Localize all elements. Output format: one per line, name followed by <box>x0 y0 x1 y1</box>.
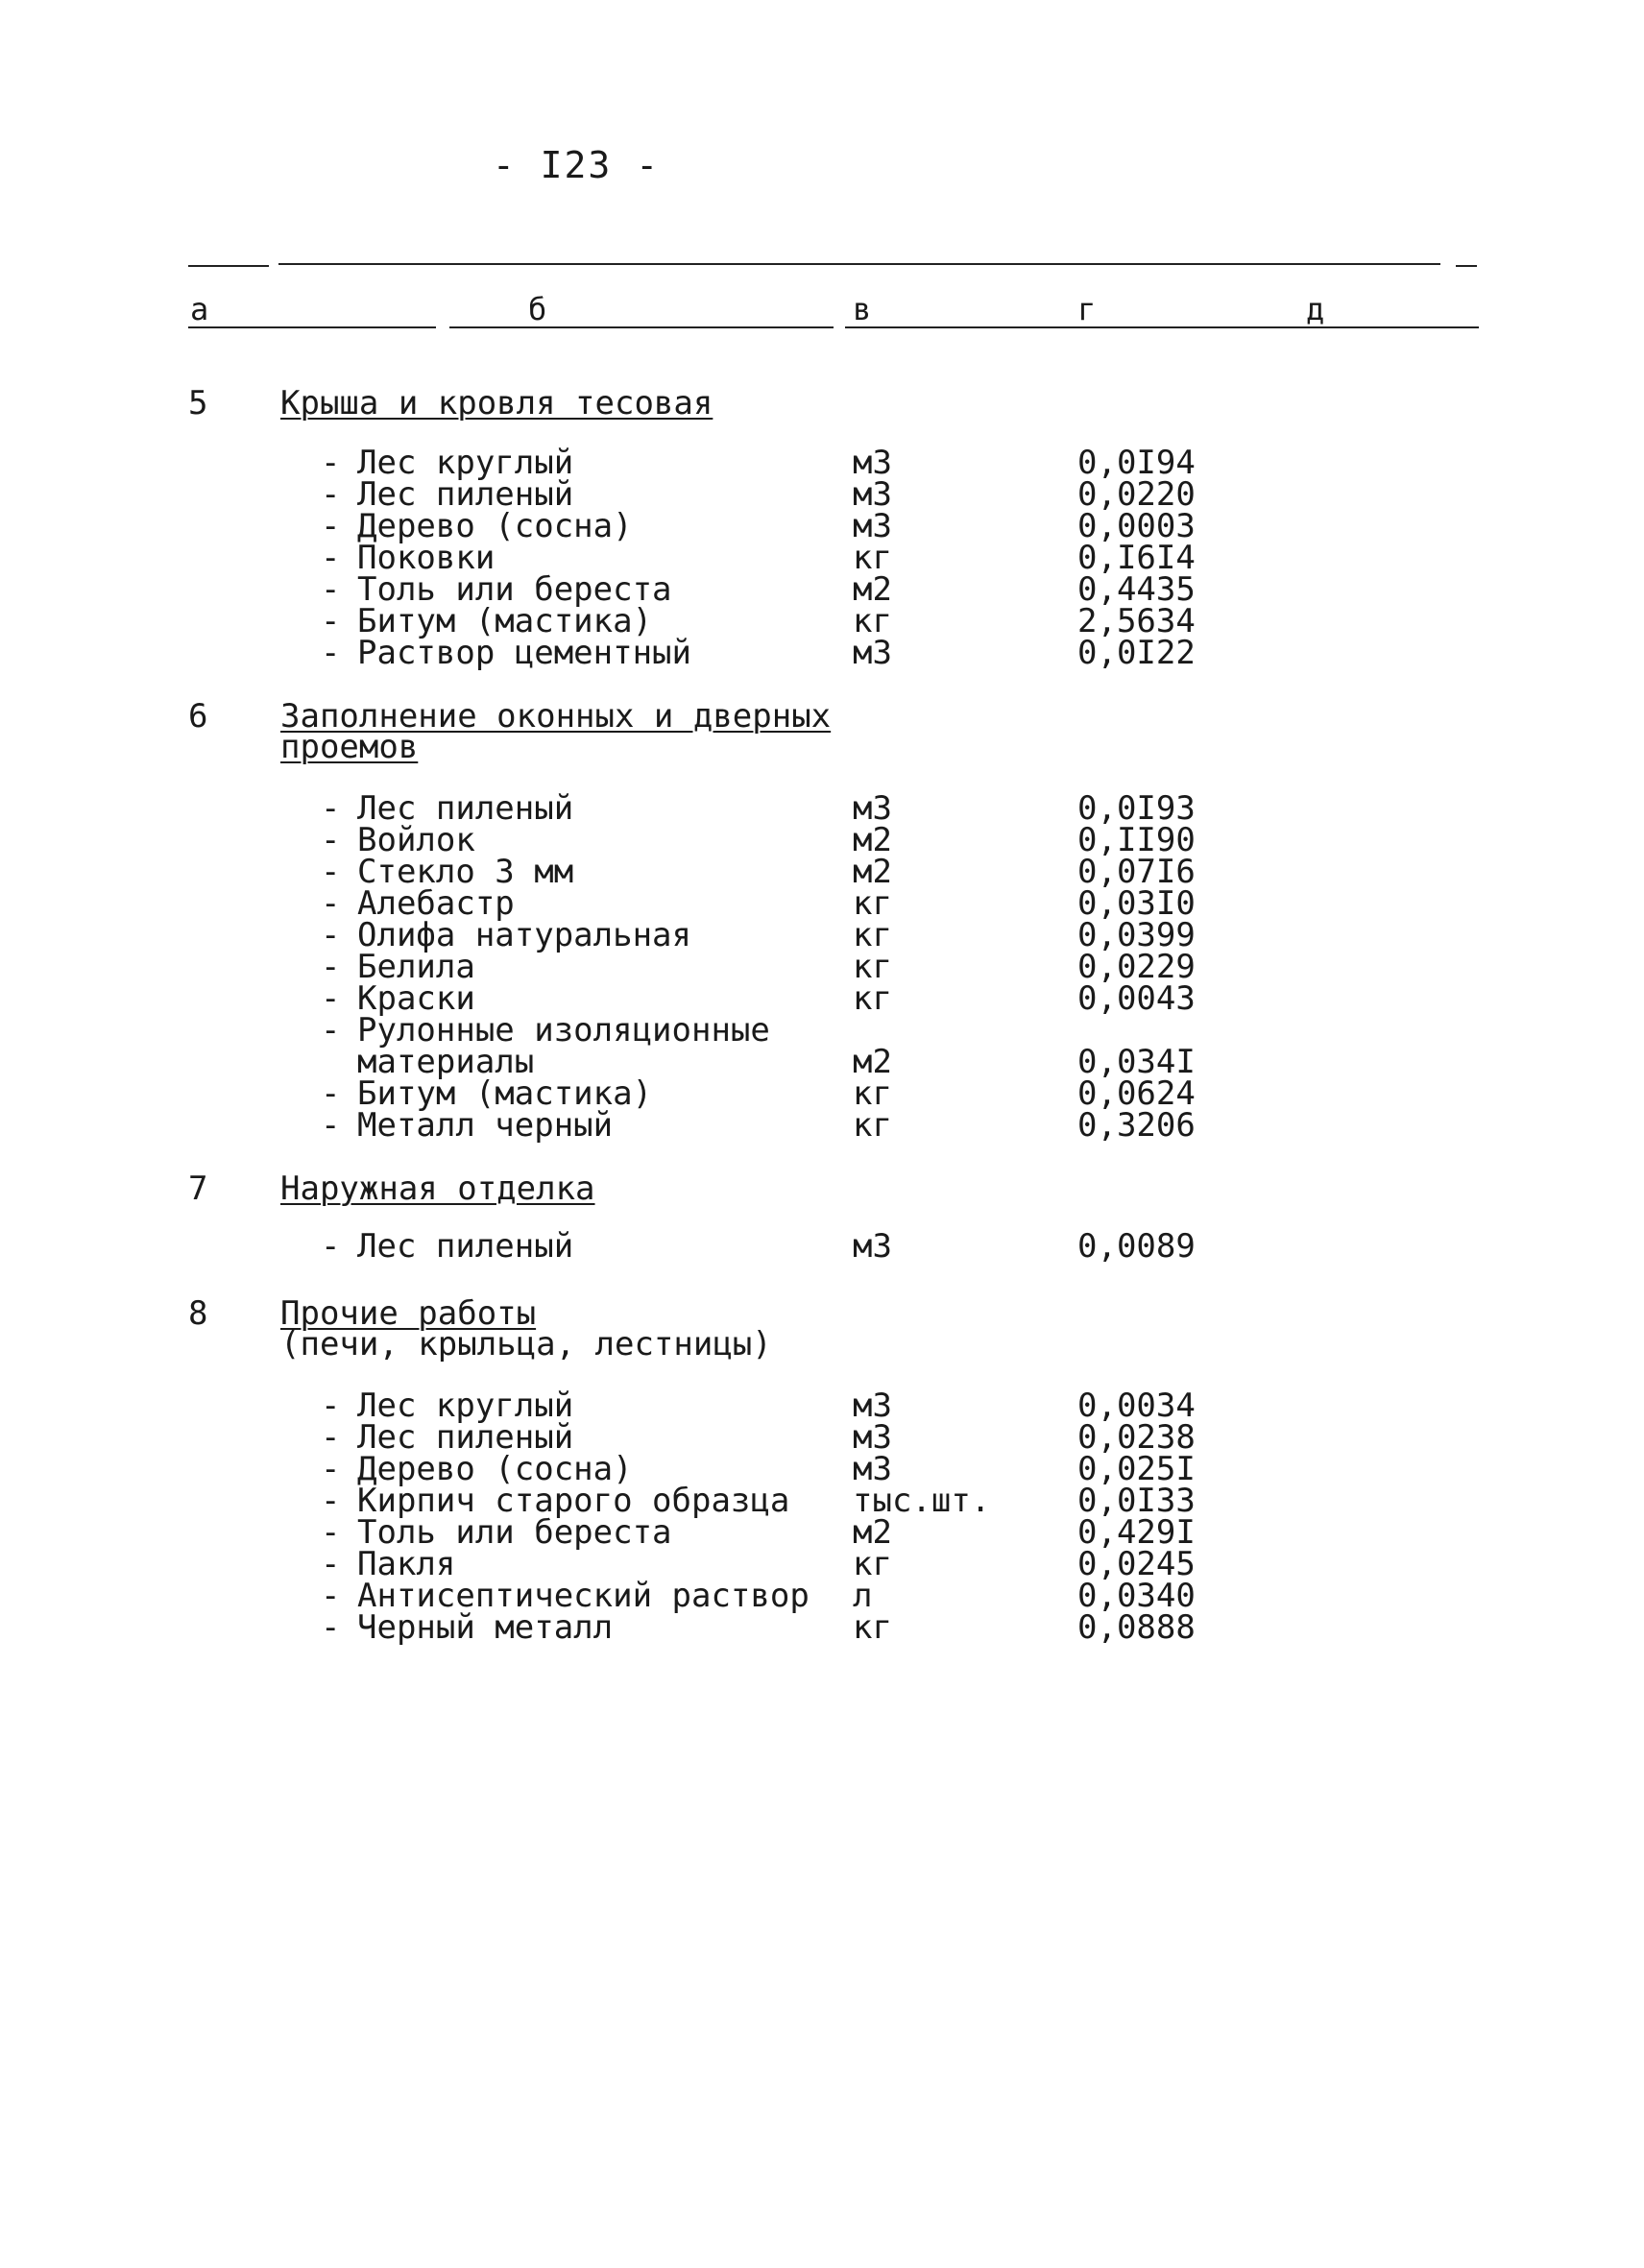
item-unit: м2 <box>853 570 892 609</box>
item-unit: м2 <box>853 853 892 891</box>
item-value: 0,0399 <box>1077 916 1196 954</box>
item-unit: м2 <box>853 821 892 859</box>
top-rule-left <box>188 265 269 267</box>
column-header-v: в <box>853 291 872 327</box>
top-rule-main <box>278 263 1440 265</box>
item-name: Антисептический раствор <box>357 1577 810 1615</box>
column-header-b: б <box>528 291 547 327</box>
item-unit: кг <box>853 602 892 640</box>
item-unit: л <box>853 1577 873 1615</box>
section-title-line: Наружная отделка <box>280 1170 595 1208</box>
item-value: 0,034I <box>1077 1043 1196 1081</box>
section-title <box>280 1170 595 1208</box>
item-dash: - <box>321 444 341 482</box>
item-dash: - <box>321 789 341 828</box>
item-value: 0,4435 <box>1077 570 1196 609</box>
item-unit: м3 <box>853 634 892 672</box>
item-unit: кг <box>853 1545 892 1583</box>
item-value: 0,0245 <box>1077 1545 1196 1583</box>
section-title-line: (печи, крыльца, лестницы) <box>280 1325 772 1363</box>
item-value: 0,0220 <box>1077 475 1196 514</box>
item-value: 0,0888 <box>1077 1608 1196 1647</box>
item-unit: м3 <box>853 789 892 828</box>
item-dash: - <box>321 1577 341 1615</box>
item-name: Лес пиленый <box>357 475 574 514</box>
item-value: 0,429I <box>1077 1513 1196 1552</box>
item-value: 0,0I33 <box>1077 1482 1196 1520</box>
page-number: - I23 - <box>492 144 661 186</box>
item-value: 0,025I <box>1077 1450 1196 1488</box>
section-title <box>280 697 832 766</box>
item-dash: - <box>321 948 341 986</box>
section-number: 7 <box>188 1170 208 1208</box>
item-name: Битум (мастика) <box>357 602 653 640</box>
item-unit: м3 <box>853 1418 892 1457</box>
item-name: Лес круглый <box>357 1387 574 1425</box>
item-name-continuation: материалы <box>357 1043 535 1081</box>
item-name: Рулонные изоляционные <box>357 1011 770 1050</box>
item-name: Белила <box>357 948 475 986</box>
section-title-line: Крыша и кровля тесовая <box>280 384 713 422</box>
item-name: Раствор цементный <box>357 634 691 672</box>
item-value: 0,I6I4 <box>1077 539 1196 577</box>
item-unit: кг <box>853 916 892 954</box>
item-dash: - <box>321 634 341 672</box>
item-dash: - <box>321 1074 341 1113</box>
item-value: 0,0003 <box>1077 507 1196 545</box>
item-dash: - <box>321 1482 341 1520</box>
top-rule-right <box>1456 265 1477 267</box>
header-rule-2 <box>449 326 834 328</box>
item-value: 0,0624 <box>1077 1074 1196 1113</box>
item-dash: - <box>321 853 341 891</box>
item-value: 0,0043 <box>1077 979 1196 1018</box>
item-dash: - <box>321 1450 341 1488</box>
section-title-line: проемов <box>280 728 419 766</box>
item-unit: кг <box>853 948 892 986</box>
item-unit: кг <box>853 979 892 1018</box>
column-header-a: а <box>190 291 209 327</box>
item-value: 0,3206 <box>1077 1106 1196 1145</box>
item-name: Дерево (сосна) <box>357 507 633 545</box>
item-value: 0,II90 <box>1077 821 1196 859</box>
item-name: Лес пиленый <box>357 1418 574 1457</box>
item-unit: м3 <box>853 507 892 545</box>
item-name: Краски <box>357 979 475 1018</box>
section-number: 6 <box>188 697 208 736</box>
item-name: Поковки <box>357 539 496 577</box>
item-value: 0,0I93 <box>1077 789 1196 828</box>
item-dash: - <box>321 570 341 609</box>
item-value: 0,0229 <box>1077 948 1196 986</box>
item-unit: кг <box>853 1106 892 1145</box>
item-value: 0,0I22 <box>1077 634 1196 672</box>
item-dash: - <box>321 1545 341 1583</box>
column-header-d: д <box>1306 291 1325 327</box>
item-dash: - <box>321 507 341 545</box>
item-dash: - <box>321 1608 341 1647</box>
header-rule-3 <box>845 326 1479 328</box>
item-name: Пакля <box>357 1545 456 1583</box>
item-unit: кг <box>853 539 892 577</box>
item-unit: кг <box>853 884 892 923</box>
item-unit: м3 <box>853 1387 892 1425</box>
item-value: 0,0I94 <box>1077 444 1196 482</box>
item-unit: кг <box>853 1074 892 1113</box>
item-unit: м3 <box>853 444 892 482</box>
section-number: 8 <box>188 1294 208 1333</box>
item-name: Толь или береста <box>357 570 672 609</box>
item-name: Лес пиленый <box>357 1227 574 1266</box>
item-unit: м2 <box>853 1043 892 1081</box>
item-unit: м3 <box>853 1450 892 1488</box>
item-dash: - <box>321 916 341 954</box>
item-value: 0,0089 <box>1077 1227 1196 1266</box>
item-unit: м3 <box>853 1227 892 1266</box>
item-unit: м2 <box>853 1513 892 1552</box>
item-value: 0,07I6 <box>1077 853 1196 891</box>
item-name: Битум (мастика) <box>357 1074 653 1113</box>
item-name: Олифа натуральная <box>357 916 691 954</box>
item-dash: - <box>321 602 341 640</box>
item-dash: - <box>321 1227 341 1266</box>
section-title <box>280 384 713 422</box>
section-title-line: Заполнение оконных и дверных <box>280 697 832 736</box>
item-unit: кг <box>853 1608 892 1647</box>
item-dash: - <box>321 475 341 514</box>
item-dash: - <box>321 1513 341 1552</box>
item-name: Алебастр <box>357 884 515 923</box>
item-dash: - <box>321 821 341 859</box>
item-name: Металл черный <box>357 1106 614 1145</box>
item-name: Дерево (сосна) <box>357 1450 633 1488</box>
item-value: 0,03I0 <box>1077 884 1196 923</box>
item-dash: - <box>321 1011 341 1050</box>
item-value: 0,0238 <box>1077 1418 1196 1457</box>
item-dash: - <box>321 884 341 923</box>
item-value: 0,0340 <box>1077 1577 1196 1615</box>
column-header-g: г <box>1077 291 1097 327</box>
item-dash: - <box>321 979 341 1018</box>
header-rule-1 <box>188 326 436 328</box>
section-number: 5 <box>188 384 208 422</box>
item-dash: - <box>321 1387 341 1425</box>
item-name: Войлок <box>357 821 475 859</box>
item-unit: тыс.шт. <box>853 1482 991 1520</box>
item-dash: - <box>321 1106 341 1145</box>
item-name: Стекло 3 мм <box>357 853 574 891</box>
item-name: Черный металл <box>357 1608 614 1647</box>
section-title <box>280 1294 772 1363</box>
item-name: Толь или береста <box>357 1513 672 1552</box>
item-name: Лес пиленый <box>357 789 574 828</box>
item-value: 2,5634 <box>1077 602 1196 640</box>
item-dash: - <box>321 1418 341 1457</box>
item-name: Лес круглый <box>357 444 574 482</box>
item-dash: - <box>321 539 341 577</box>
item-value: 0,0034 <box>1077 1387 1196 1425</box>
section-title-line: Прочие работы <box>280 1294 537 1333</box>
item-name: Кирпич старого образца <box>357 1482 790 1520</box>
item-unit: м3 <box>853 475 892 514</box>
